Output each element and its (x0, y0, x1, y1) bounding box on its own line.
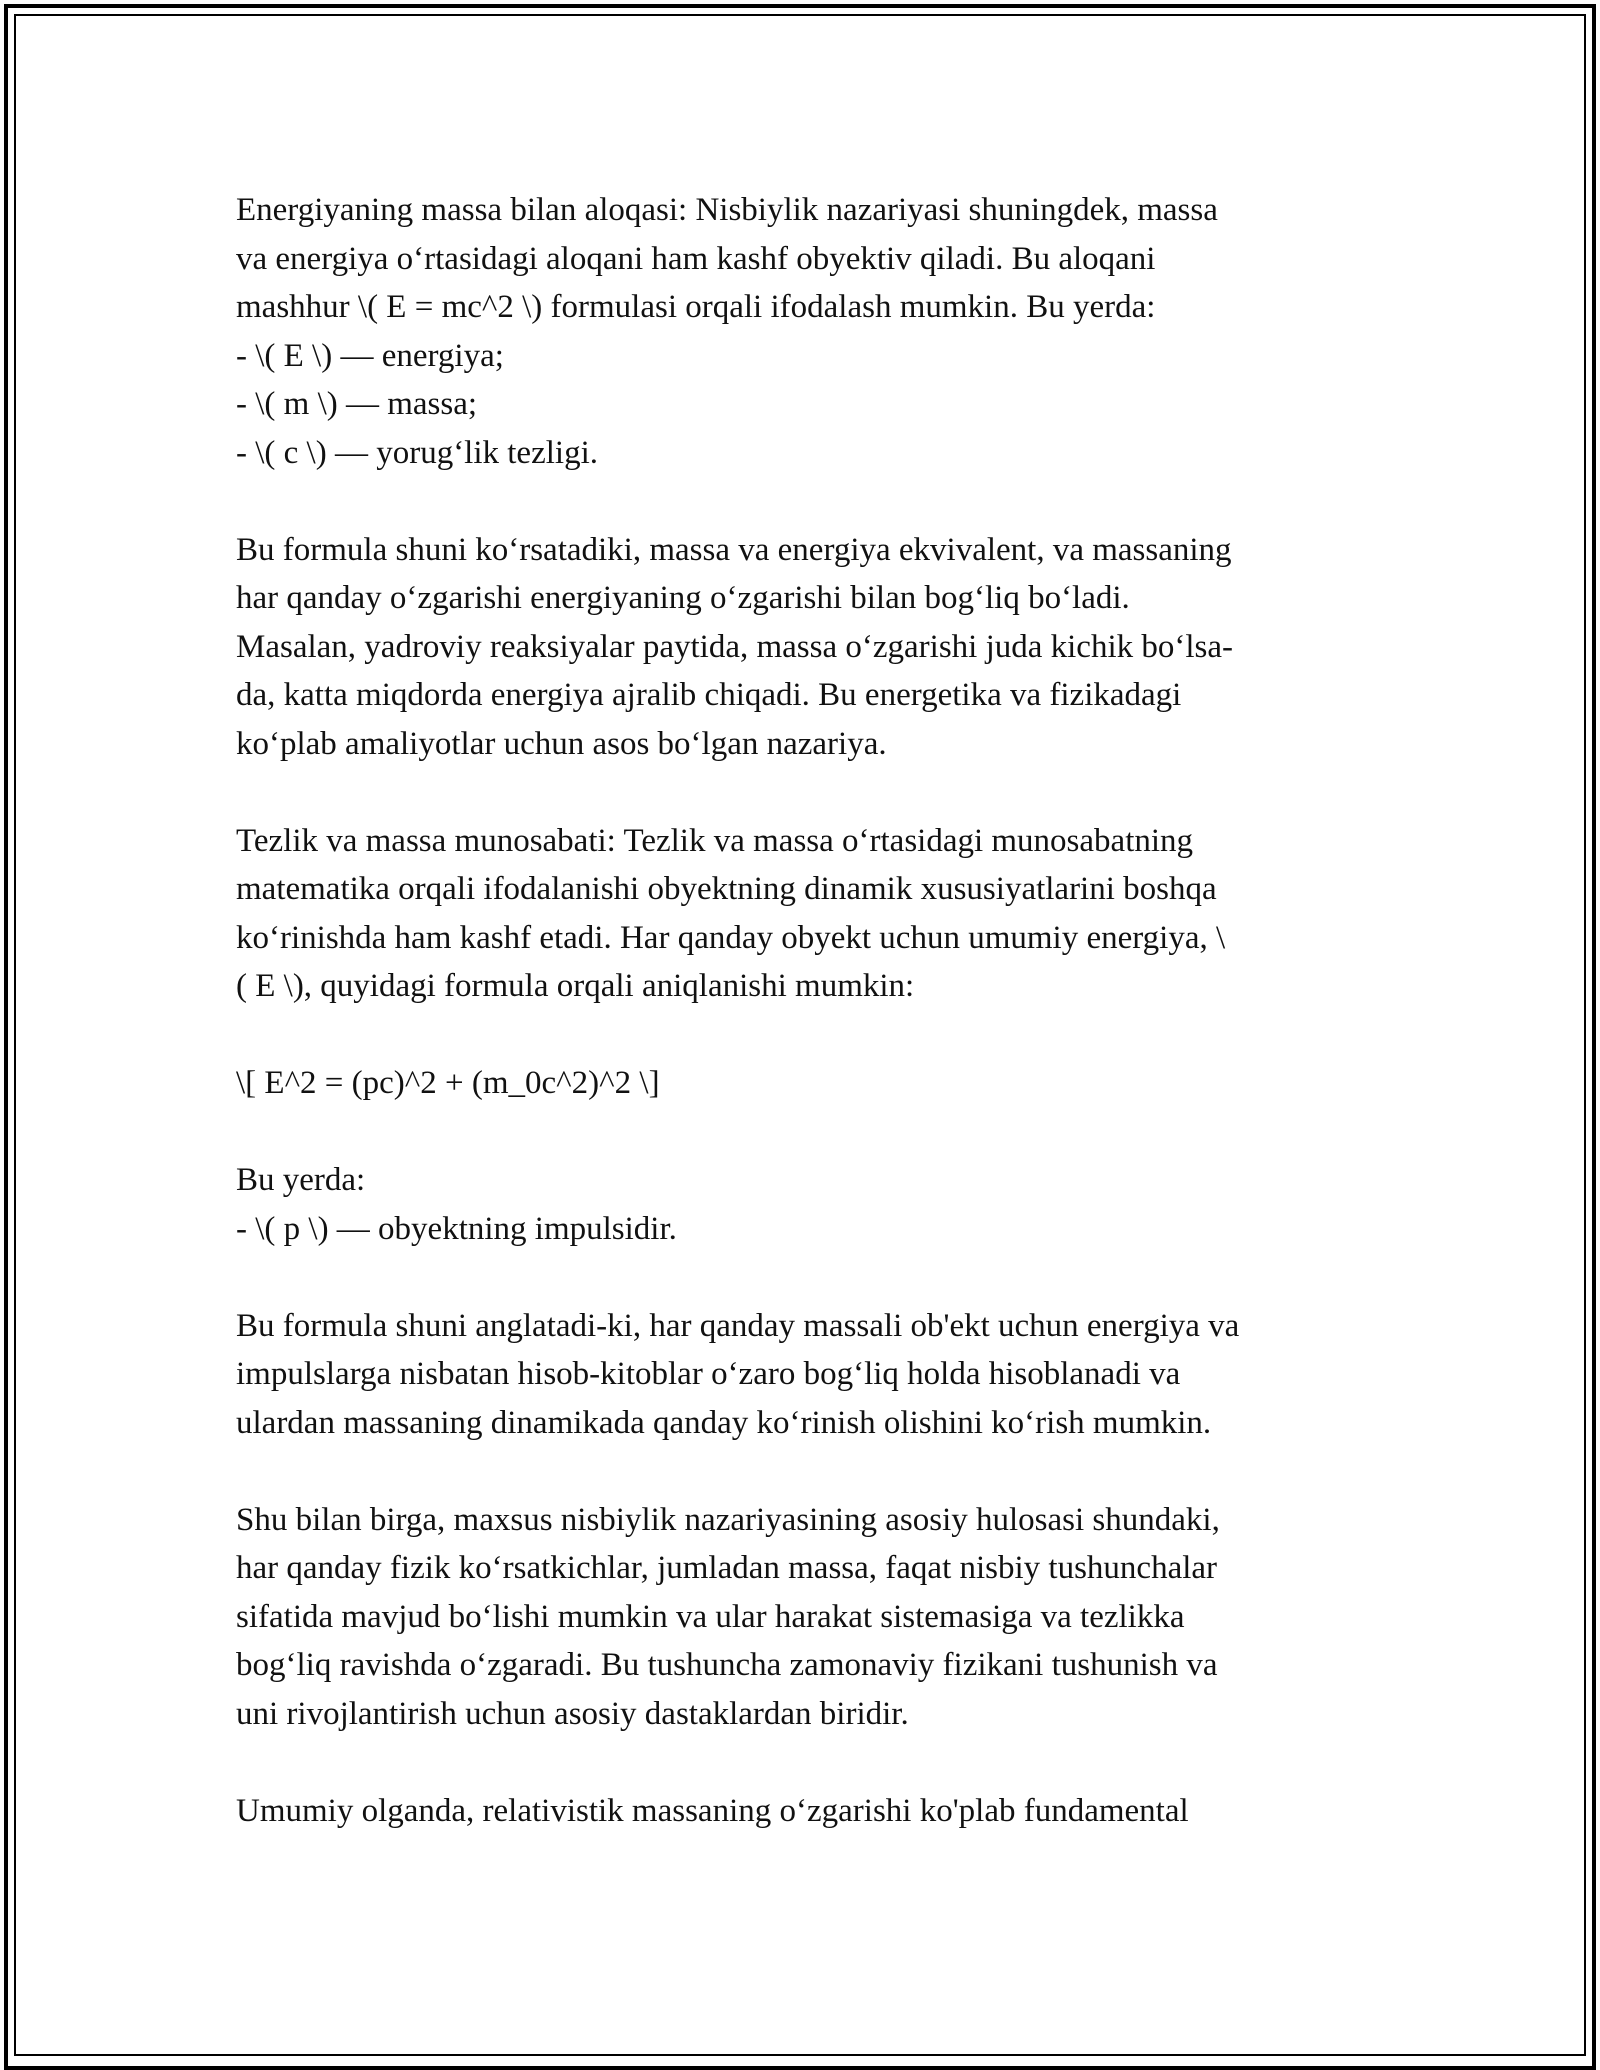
paragraph-formula-meaning: Bu formula shuni ko‘rsatadiki, massa va energiya ekvivalent, va massaning har qanday o‘zgarishi energiyaning o‘zgarishi bilan bog‘liq bo‘ladi. Masalan, yadroviy reaksiyalar paytida, massa o‘zgarishi juda kichik bo‘lsa- da, katta miqdorda energiya ajralib chiqadi. Bu energetika va fizikadagi ko‘plab amaliyotlar uchun asos bo‘lgan nazariya. (236, 531, 1234, 762)
paragraph-where: Bu yerda: - \( p \) — obyektning impulsidir. (236, 1162, 677, 1247)
document-body (236, 186, 1366, 1884)
paragraph-special-relativity: Shu bilan birga, maxsus nisbiylik nazariyasining asosiy hulosasi shundaki, har qanday fizik ko‘rsatkichlar, jumladan massa, faqat nisbiy tushunchalar sifatida mavjud bo‘lishi mumkin va ular harakat sistemasiga va tezlikka bog‘liq ravishda o‘zgaradi. Bu tushuncha zamonaviy fizikani tushunish va uni rivojlantirish uchun asosiy dastaklardan biridir. (236, 1501, 1220, 1732)
paragraph-energy-mass: Energiyaning massa bilan aloqasi: Nisbiylik nazariyasi shuningdek, massa va energiya o‘rtasidagi aloqani ham kashf obyektiv qiladi. Bu aloqani mashhur \( E = mc^2 \) formulasi orqali ifodalash mumkin. Bu yerda: - \( E \) — energiya; - \( m \) — massa; - \( c \) — yorug‘lik tezligi. (236, 192, 1218, 471)
paragraph-velocity-mass: Tezlik va massa munosabati: Tezlik va massa o‘rtasidagi munosabatning matematika orqali ifodalanishi obyektning dinamik xususiyatlarini boshqa ko‘rinishda ham kashf etadi. Har qanday obyekt uchun umumiy energiya, \ ( E \), quyidagi formula orqali aniqlanishi mumkin: (236, 822, 1226, 1004)
paragraph-formula-implication: Bu formula shuni anglatadi-ki, har qanday massali ob'ekt uchun energiya va impulslarga nisbatan hisob-kitoblar o‘zaro bog‘liq holda hisoblanadi va ulardan massaning dinamikada qanday ko‘rinish olishini ko‘rish mumkin. (236, 1307, 1240, 1441)
paragraph-conclusion: Umumiy olganda, relativistik massaning o‘zgarishi ko'plab fundamental (236, 1792, 1189, 1829)
equation-energy-momentum: \[ E^2 = (pc)^2 + (m_0c^2)^2 \] (236, 1065, 660, 1101)
